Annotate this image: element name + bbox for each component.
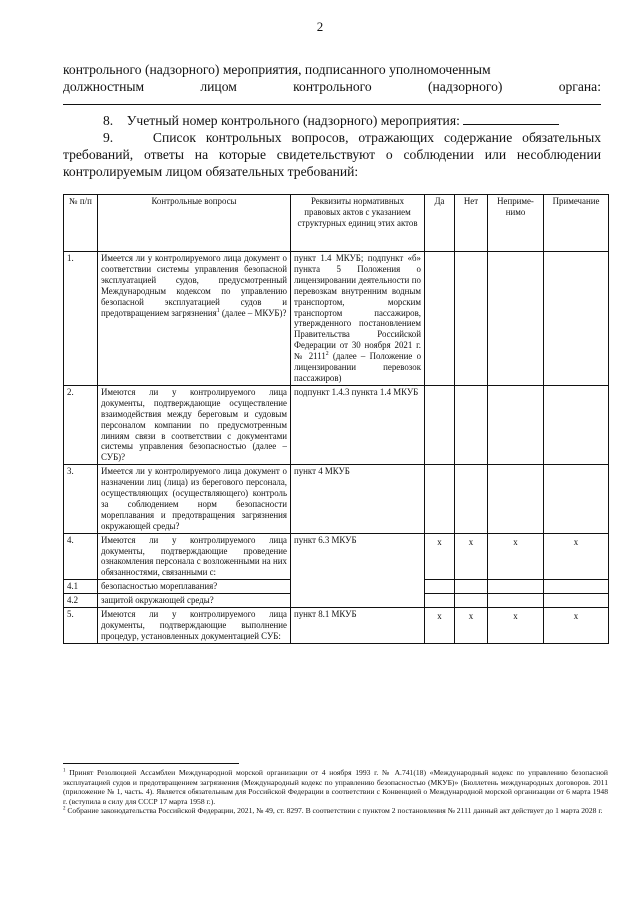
header-no: Нет [455, 195, 488, 252]
subrow-num: 4.2 [64, 594, 98, 608]
footnotes [63, 768, 608, 816]
item-8 [63, 112, 601, 129]
cell-no[interactable] [455, 465, 488, 533]
requisites-text: пункт 1.4 МКУБ; подпункт «б» пункта 5 Положения о лицензировании деятельности по перевозкам внутренним водным транспортом, морским транспортом пассажиров, утвержденного постановлением Правительства Российской Федерации от 30 ноября 2021 г. № 2111 [294, 253, 421, 362]
footnote-ref: 2 [325, 351, 329, 358]
table-row [64, 385, 609, 464]
row-question: Имеются ли у контролируемого лица документы, подтверждающие выполнение процедур, установленных документацией СУБ: [98, 608, 291, 644]
cell-no: x [455, 608, 488, 644]
cell-no[interactable] [455, 580, 488, 594]
row-num: 2. [64, 385, 98, 464]
row-num: 3. [64, 465, 98, 533]
item-8-blank-line [463, 112, 559, 125]
question-tail: (далее – МКУБ)? [219, 307, 287, 318]
row-requisites: пункт 6.3 МКУБ [291, 533, 425, 607]
cell-yes[interactable] [425, 385, 455, 464]
table-row [64, 608, 609, 644]
subrow-question: защитой окружающей среды? [98, 594, 291, 608]
row-num: 4. [64, 533, 98, 580]
row-num: 5. [64, 608, 98, 644]
cell-na: x [488, 533, 544, 580]
checklist-table [63, 194, 609, 644]
question-text: Имеется ли у контролируемого лица документ о соответствии системы управления безопасной эксплуатацией судов, предусмотренный Международным кодексом по управлению безопасной эксплуатацией судов и предотвращением загрязнения [101, 253, 287, 318]
cell-note: x [544, 533, 609, 580]
item-9-text: Список контрольных вопросов, отражающих содержание обязательных требований, ответы на которые свидетельствуют о соблюдении или несоблюдении контролируемым лицом обязательных требований: [63, 130, 601, 179]
cell-note[interactable] [544, 594, 609, 608]
footnote-marker: 1 [63, 768, 66, 774]
intro-word: лицом [200, 79, 237, 94]
subrow-question: безопасностью мореплавания? [98, 580, 291, 594]
footnote-1 [63, 768, 608, 806]
cell-note[interactable] [544, 465, 609, 533]
footnote-text: Принят Резолюцией Ассамблеи Международной морской организации от 4 ноября 1993 г. № А.741(18) «Международный кодекс по управлению безопасной эксплуатацией судов и предотвращением загрязнения (Международный кодекс по управлению безопасностью (МКУБ)» (Бюллетень международных договоров. 2011 (приложение № 1, часть. 4). Является обязательным для Российской Федерации в соответствии с Конвенцией о Международной морской организации от 6 марта 1948 г. (вступила в силу для СССР 17 марта 1958 г.). [63, 768, 608, 806]
table-header-row [64, 195, 609, 252]
row-question [98, 252, 291, 386]
cell-no: x [455, 533, 488, 580]
row-question: Имеются ли у контролируемого лица документы, подтверждающие проведение ознакомления персонала с возложенными на них обязанностями, связанными с: [98, 533, 291, 580]
cell-yes[interactable] [425, 465, 455, 533]
row-num: 1. [64, 252, 98, 386]
cell-no[interactable] [455, 252, 488, 386]
intro-line-1: контрольного (надзорного) мероприятия, подписанного уполномоченным [63, 62, 491, 77]
cell-yes: x [425, 608, 455, 644]
intro-paragraph [63, 61, 601, 95]
item-8-text: Учетный номер контрольного (надзорного) мероприятия: [126, 113, 460, 128]
row-requisites: подпункт 1.4.3 пункта 1.4 МКУБ [291, 385, 425, 464]
footnote-ref: 1 [216, 307, 220, 314]
cell-note[interactable] [544, 252, 609, 386]
item-9 [63, 129, 601, 180]
row-requisites: пункт 4 МКУБ [291, 465, 425, 533]
cell-note[interactable] [544, 385, 609, 464]
signature-underline [63, 104, 601, 105]
cell-na[interactable] [488, 252, 544, 386]
subrow-num: 4.1 [64, 580, 98, 594]
footnote-separator [63, 763, 239, 764]
requisites-tail: (далее – Положение о лицензировании перевозок пассажиров) [294, 351, 422, 383]
cell-note: x [544, 608, 609, 644]
item-8-number: 8. [103, 113, 114, 128]
header-na: Непримe-нимо [488, 195, 544, 252]
item-9-number: 9. [103, 130, 114, 145]
header-num: № п/п [64, 195, 98, 252]
page-number: 2 [316, 19, 324, 34]
cell-na[interactable] [488, 580, 544, 594]
cell-yes[interactable] [425, 252, 455, 386]
row-question: Имеются ли у контролируемого лица документы, подтверждающие осуществление взаимодействия между береговым и судовым персоналом компании по предусмотренным линиям связи в соответствии с документами системы управления безопасностью (далее – СУБ)? [98, 385, 291, 464]
cell-no[interactable] [455, 594, 488, 608]
intro-word: должностным [63, 79, 145, 94]
table-row [64, 533, 609, 580]
cell-note[interactable] [544, 580, 609, 594]
cell-yes[interactable] [425, 594, 455, 608]
intro-line-2 [63, 78, 601, 95]
table-row [64, 252, 609, 386]
row-requisites: пункт 8.1 МКУБ [291, 608, 425, 644]
header-note: Примечание [544, 195, 609, 252]
row-requisites [291, 252, 425, 386]
intro-word: (надзорного) [428, 79, 503, 94]
header-question: Контрольные вопросы [98, 195, 291, 252]
footnote-2 [63, 806, 608, 816]
cell-na: x [488, 608, 544, 644]
footnote-marker: 2 [63, 806, 66, 812]
cell-na[interactable] [488, 385, 544, 464]
cell-yes[interactable] [425, 580, 455, 594]
cell-na[interactable] [488, 594, 544, 608]
table-row [64, 465, 609, 533]
header-requisites: Реквизиты нормативных правовых актов с указанием структурных единиц этих актов [291, 195, 425, 252]
footnote-text: Собрание законодательства Российской Федерации, 2021, № 49, ст. 8297. В соответствии с пунктом 2 постановления № 2111 данный акт действует до 1 марта 2028 г. [65, 806, 603, 816]
row-question: Имеется ли у контролируемого лица документ о назначении лиц (лица) из берегового персонала, осуществляющих (осуществляющего) контроль за соблюдением норм безопасности мореплавания и предотвращения загрязнения окружающей среды? [98, 465, 291, 533]
cell-no[interactable] [455, 385, 488, 464]
intro-word: органа: [558, 79, 601, 94]
cell-na[interactable] [488, 465, 544, 533]
intro-word: контрольного [293, 79, 372, 94]
cell-yes: x [425, 533, 455, 580]
header-yes: Да [425, 195, 455, 252]
